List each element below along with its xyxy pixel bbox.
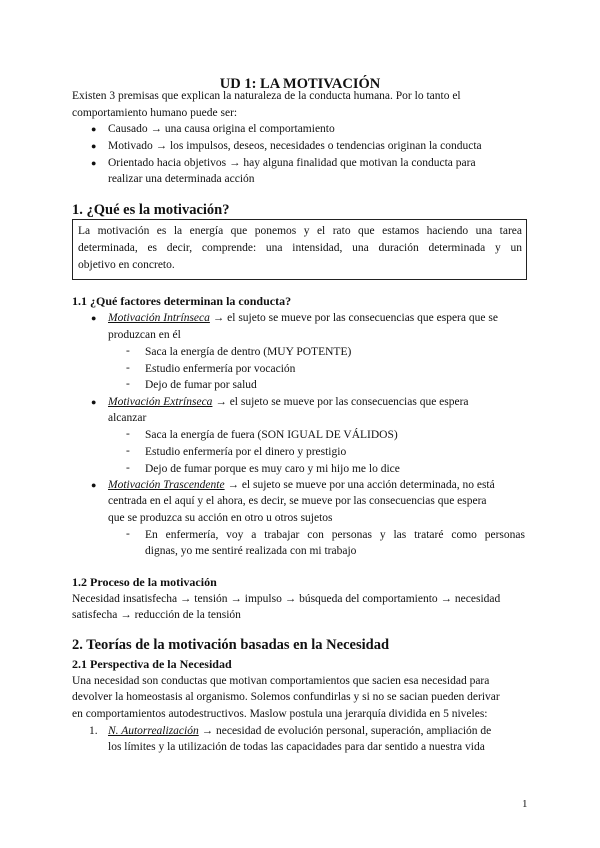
item-1-number: 1.	[89, 725, 98, 737]
trascendente-line-2: centrada en el aquí y el ahora, es decir, se mueve por las consecuencias que espera	[108, 495, 487, 507]
bullet-icon: ●	[91, 397, 97, 407]
dash-icon: -	[126, 462, 130, 474]
trascendente-line-1	[108, 478, 495, 493]
bullet-icon: ●	[91, 480, 97, 490]
intro-line-2: comportamiento humano puede ser:	[72, 107, 238, 119]
necesidad-line-1: Una necesidad son conductas que motivan comportamientos que sacien esa necesidad para	[72, 675, 490, 687]
extrinseca-term: Motivación Extrínseca	[108, 396, 213, 408]
autorrealizacion-line-1	[108, 724, 491, 739]
intro-bullet-2: Motivado → los impulsos, deseos, necesidades o tendencias originan la conducta	[108, 140, 482, 152]
dash-icon: -	[126, 362, 130, 374]
intrinseca-term: Motivación Intrínseca	[108, 312, 210, 324]
dash-icon: -	[126, 445, 130, 457]
intro-bullet-3-cont: realizar una determinada acción	[108, 173, 255, 185]
intro-bullet-3: Orientado hacia objetivos → hay alguna finalidad que motivan la conducta para	[108, 157, 476, 169]
trascendente-example-1: En enfermería, voy a trabajar con personas y las trataré como personas	[145, 529, 525, 541]
trascendente-text: → el sujeto se mueve por una acción determinada, no está	[224, 479, 495, 491]
dash-icon: -	[126, 378, 130, 390]
section-2-1-heading: 2.1 Perspectiva de la Necesidad	[72, 657, 232, 671]
necesidad-line-3: en comportamientos autodestructivos. Maslow postula una jerarquía dividida en 5 niveles:	[72, 708, 488, 720]
extrinseca-example-3: Dejo de fumar porque es muy caro y mi hijo me lo dice	[145, 463, 400, 475]
section-1-1-heading: 1.1 ¿Qué factores determinan la conducta?	[72, 294, 292, 308]
page-title: UD 1: LA MOTIVACIÓN	[219, 76, 381, 92]
intro-bullet-1: Causado → una causa origina el comportamiento	[108, 123, 335, 135]
autorrealizacion-line-2: los límites y la utilización de todas las capacidades para dar sentido a nuestra vida	[108, 741, 485, 753]
dash-icon: -	[126, 345, 130, 357]
intrinseca-example-1: Saca la energía de dentro (MUY POTENTE)	[145, 346, 352, 358]
section-1-2-heading: 1.2 Proceso de la motivación	[72, 575, 217, 589]
extrinseca-line-1	[108, 395, 469, 410]
page-number: 1	[522, 798, 528, 810]
trascendente-term: Motivación Trascendente	[108, 479, 225, 491]
autorrealizacion-term: N. Autorrealización	[108, 725, 199, 737]
intrinseca-line-1	[108, 311, 498, 326]
bullet-icon: ●	[91, 313, 97, 323]
bullet-icon: ●	[91, 141, 97, 151]
intro-line-1: Existen 3 premisas que explican la naturaleza de la conducta humana. Por lo tanto el	[72, 90, 461, 102]
dash-icon: -	[126, 528, 130, 540]
dash-icon: -	[126, 428, 130, 440]
trascendente-example-2: dignas, yo me sentiré realizada con mi trabajo	[145, 545, 357, 557]
intrinseca-text: → el sujeto se mueve por las consecuencias que espera que se	[209, 312, 498, 324]
definition-line-3: objetivo en concreto.	[78, 259, 175, 271]
proceso-line-1: Necesidad insatisfecha → tensión → impulso → búsqueda del comportamiento → necesidad	[72, 593, 501, 605]
section-2-heading: 2. Teorías de la motivación basadas en la Necesidad	[72, 637, 390, 653]
intrinseca-example-3: Dejo de fumar por salud	[145, 379, 257, 391]
necesidad-line-2: devolver la homeostasis al organismo. Solemos confundirlas y si no se sacian pueden derivar	[72, 691, 500, 703]
section-1-heading: 1. ¿Qué es la motivación?	[72, 202, 230, 218]
definition-line-2: determinada, es decir, comprende: una intensidad, una duración determinada y un	[78, 242, 522, 254]
proceso-line-2: satisfecha → reducción de la tensión	[72, 609, 241, 621]
extrinseca-line-2: alcanzar	[108, 412, 147, 424]
definition-line-1: La motivación es la energía que ponemos y el rato que estamos haciendo una tarea	[78, 225, 522, 237]
intrinseca-line-2: produzcan en él	[108, 329, 181, 341]
extrinseca-example-2: Estudio enfermería por el dinero y prestigio	[145, 446, 347, 458]
extrinseca-text: → el sujeto se mueve por las consecuencias que espera	[212, 396, 469, 408]
extrinseca-example-1: Saca la energía de fuera (SON IGUAL DE VÁLIDOS)	[145, 429, 398, 441]
autorrealizacion-text: → necesidad de evolución personal, superación, ampliación de	[198, 725, 492, 737]
trascendente-line-3: que se produzca su acción en otro u otros sujetos	[108, 512, 333, 524]
intrinseca-example-2: Estudio enfermería por vocación	[145, 363, 296, 375]
bullet-icon: ●	[91, 158, 97, 168]
bullet-icon: ●	[91, 124, 97, 134]
